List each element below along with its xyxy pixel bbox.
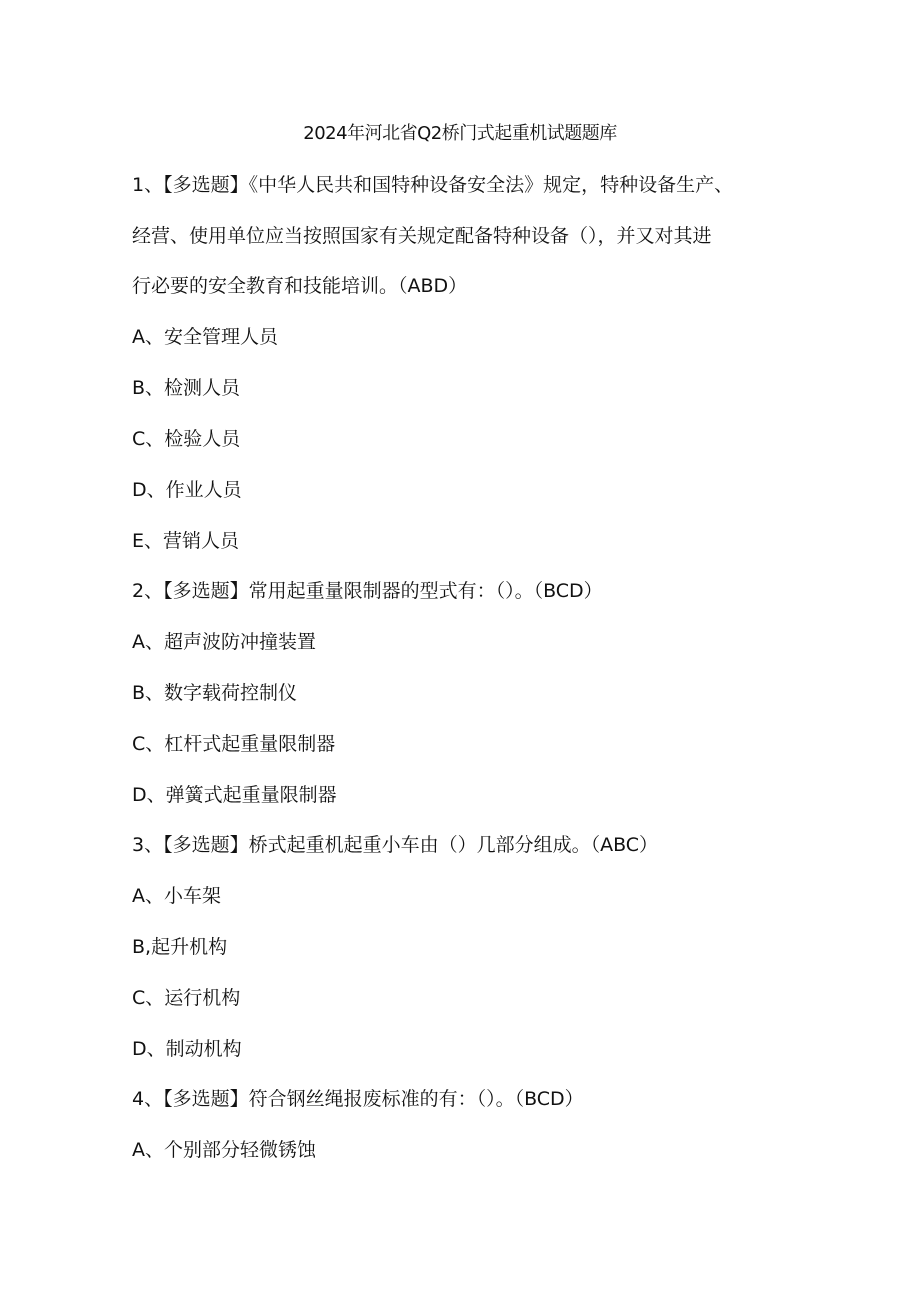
question-2-stem: 2、【多选题】常用起重量限制器的型式有：（）。（BCD） <box>132 580 603 602</box>
question-1-option-c: C、检验人员 <box>132 428 241 450</box>
question-3-option-d: D、制动机构 <box>132 1038 242 1060</box>
question-1-option-e: E、营销人员 <box>132 530 240 552</box>
question-1-option-d: D、作业人员 <box>132 479 242 501</box>
question-2-option-c: C、杠杆式起重量限制器 <box>132 733 336 755</box>
question-1-option-a: A、安全管理人员 <box>132 326 278 348</box>
question-3-option-b: B,起升机构 <box>132 936 228 958</box>
question-1-option-b: B、检测人员 <box>132 377 241 399</box>
question-1-line-3: 行必要的安全教育和技能培训。（ABD） <box>132 275 468 297</box>
question-1-line-1: 1、【多选题】《中华人民共和国特种设备安全法》规定，特种设备生产、 <box>132 174 734 196</box>
question-3-option-c: C、运行机构 <box>132 987 241 1009</box>
question-2-option-b: B、数字载荷控制仪 <box>132 682 298 704</box>
question-2-option-d: D、弹簧式起重量限制器 <box>132 784 337 806</box>
question-1-line-2: 经营、使用单位应当按照国家有关规定配备特种设备（），并又对其进 <box>132 225 712 247</box>
document-title: 2024年河北省Q2桥门式起重机试题题库 <box>303 123 617 144</box>
question-2-option-a: A、超声波防冲撞装置 <box>132 631 316 653</box>
question-3-stem: 3、【多选题】桥式起重机起重小车由（）几部分组成。（ABC） <box>132 834 659 856</box>
question-4-option-a: A、个别部分轻微锈蚀 <box>132 1139 316 1161</box>
question-3-option-a: A、小车架 <box>132 885 221 907</box>
question-4-stem: 4、【多选题】符合钢丝绳报废标准的有：（）。（BCD） <box>132 1088 584 1110</box>
